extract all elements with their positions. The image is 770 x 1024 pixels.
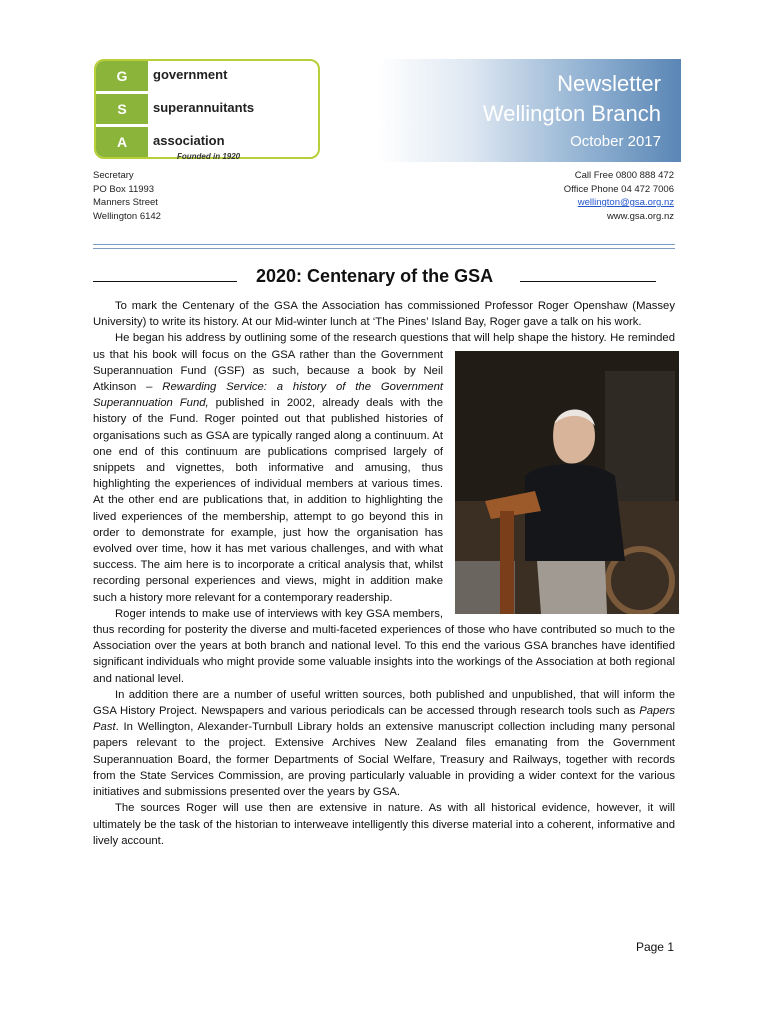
logo-word-association: association xyxy=(153,133,225,148)
banner-title: Newsletter xyxy=(557,71,661,96)
logo-letter-s: S xyxy=(96,94,148,124)
logo-letter-g: G xyxy=(96,61,148,91)
address-line: Secretary xyxy=(93,170,134,181)
office-phone: Office Phone 04 472 7006 xyxy=(563,183,674,195)
website: www.gsa.org.nz xyxy=(606,210,674,222)
paragraph-text: published in 2002, already deals with the history of the Fund. Roger pointed out that published histories of organisations such as GSA are typically ranged along a continuum. At one end of this continuum are publications comprised largely of snippets and vignettes, both informative and amusing, thus highlighting the experiences of individual members at various times. At the other end are publications that, in addition to highlighting the lived experiences of the membership, attempt to go beyond this in order to demonstrate for example, just how the organisation has evolved over time, how it has met various challenges, and with what success. The aim here is to incorporate a critical analysis that, whilst recording personal experiences and views, might in addition make such a history more relevant for a contemporary readership. xyxy=(93,397,443,604)
banner-date: October 2017 xyxy=(570,133,661,150)
contact-details xyxy=(564,169,674,223)
papers-past-title: Papers Past xyxy=(93,705,675,734)
logo-row-s xyxy=(96,94,318,124)
logo-letter-a: A xyxy=(96,127,148,157)
newsletter-banner xyxy=(378,59,681,162)
email-link[interactable]: wellington@gsa.org.nz xyxy=(577,197,674,208)
heading-underline-right xyxy=(520,267,656,282)
article-heading xyxy=(93,266,675,287)
logo-founded: Founded in 1920 xyxy=(177,152,241,161)
postal-address xyxy=(93,169,161,223)
paragraph-interviews: Roger intends to make use of interviews with key GSA members, thus recording for posterity the diverse and multi-faceted experiences of those who have contributed so much to the Association over the years at both branch and national level. To this end the various GSA branches have identified significant individuals who might provide some valuable insights into the workings of the Association at both regional and national level. xyxy=(93,607,675,685)
paragraph-text: . In Wellington, Alexander-Turnbull Library holds an extensive manuscript collection including many personal papers relevant to the project. Extensive Archives New Zealand files emanating from the Government Superannuation Board, the former Departments of Social Welfare, Treasury and Railways, together with records from the State Services Commission, are proving particularly valuable in providing a wider context for the various initiatives and submissions presented over the years by GSA. xyxy=(93,721,675,799)
heading-underline-left xyxy=(93,267,237,282)
paragraph-text: He began his address by outlining some of the research questions that will help shape the history. He reminded us that his book will focus on the GSA rather than the Government Superannuation Fund (GSF) as such, because a book by Neil Atkinson – xyxy=(93,332,675,394)
paragraph-text: In addition there are a number of useful written sources, both published and unpublished, that will inform the GSA History Project. Newspapers and various periodicals can be accessed through research tools such as xyxy=(93,688,675,718)
heading-text: 2020: Centenary of the GSA xyxy=(256,266,494,286)
address-line: Manners Street xyxy=(93,197,158,208)
logo-word-superannuitants: superannuitants xyxy=(153,100,255,115)
page-number: Page 1 xyxy=(635,940,674,954)
photo-spacer xyxy=(443,351,675,615)
header-divider xyxy=(93,244,675,249)
paragraph-written-sources xyxy=(93,687,675,800)
book-title: Rewarding Service: a history of the Government Superannuation Fund, xyxy=(93,381,443,410)
paragraph-conclusion: The sources Roger will use then are extensive in nature. As with all historical evidence, however, it will ultimately be the task of the historian to interweave intelligently this diverse material into a coherent, informative and lively account. xyxy=(93,802,675,847)
article-body xyxy=(93,298,675,849)
address-line: PO Box 11993 xyxy=(93,183,155,195)
address-line: Wellington 6142 xyxy=(93,210,161,222)
paragraph-intro: To mark the Centenary of the GSA the Association has commissioned Professor Roger Openshaw (Massey University) to write its history. At our Mid-winter lunch at ‘The Pines’ Island Bay, Roger gave a talk on his work. xyxy=(93,300,675,329)
logo-word-government: government xyxy=(153,67,228,82)
call-free-number: Call Free 0800 888 472 xyxy=(574,170,674,181)
banner-branch: Wellington Branch xyxy=(482,101,661,126)
logo-row-g xyxy=(96,61,318,91)
gsa-logo xyxy=(94,59,320,159)
